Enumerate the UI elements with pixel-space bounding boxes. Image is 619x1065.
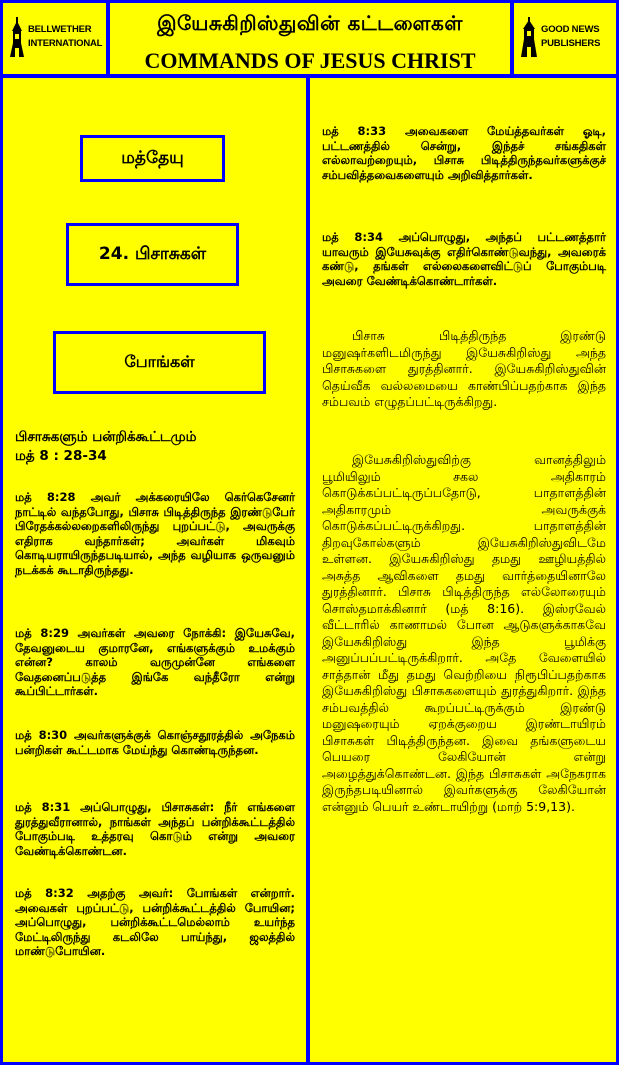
section-title: போங்கள்	[124, 352, 195, 371]
good-news-logo	[520, 17, 600, 57]
right-column	[310, 78, 616, 1062]
verse-paragraph: மத் 8:33 அவைகளை மேய்த்தவர்கள் ஓடி, பட்டணத்தில் சென்று, இந்தச் சங்கதிகள் எல்லாவற்றையும், பிசாசு பிடித்திருந்தவர்களுக்குச் சம்பவித்தவைகளையும் அறிவித்தார்கள்.	[322, 124, 606, 182]
bell-tower-icon	[9, 17, 25, 57]
verse-paragraph: மத் 8:28 அவர் அக்கரையிலே கெர்கெசேனர் நாட்டில் வந்தபோது, பிசாசு பிடித்திருந்த இரண்டுபேர் பிரேதக்கல்லறைகளிலிருந்து புறப்பட்டு, அவருக்கு எதிராக வந்தார்கள்; அவர்கள் மிகவும் கொடியராயிருந்தபடியால், அந்த வழியாக ஒருவனும் நடக்கக் கூடாதிருந்தது.	[15, 490, 295, 577]
passage-heading	[15, 428, 295, 466]
verse-paragraph: மத் 8:30 அவர்களுக்குக் கொஞ்சதூரத்தில் அநேகம் பன்றிகள் கூட்டமாக மேய்ந்து கொண்டிருந்தன.	[15, 728, 295, 757]
title-english: COMMANDS OF JESUS CHRIST	[144, 48, 476, 73]
verse-paragraph: மத் 8:32 அதற்கு அவர்: போங்கள் என்றார். அவைகள் புறப்பட்டு, பன்றிக்கூட்டத்தில் போயின; அப்பொழுது, பன்றிக்கூட்டமெல்லாம் உயர்ந்த மேட்டிலிருந்து கடலிலே பாய்ந்து, ஜலத்தில் மாண்டுபோயின.	[15, 886, 295, 958]
left-column	[3, 78, 306, 1062]
verse-paragraph: மத் 8:34 அப்பொழுது, அந்தப் பட்டணத்தார் யாவரும் இயேசுவுக்கு எதிர்கொண்டுவந்து, அவரைக் கண்டு, தங்கள் எல்லைகளைவிட்டுப் போகும்படி அவரை வேண்டிக்கொண்டார்கள்.	[322, 230, 606, 288]
chapter-title: 24. பிசாசுகள்	[98, 243, 207, 264]
header-left-logo-panel	[3, 3, 106, 74]
passage-reference: மத் 8 : 28-34	[15, 448, 107, 464]
header-right-logo-panel	[514, 3, 616, 74]
section-title-box	[53, 331, 266, 394]
book-tower-icon	[520, 17, 538, 57]
book-title-box	[80, 135, 225, 182]
logo-left-line-1: BELLWETHER	[28, 24, 92, 35]
logo-right-line-1: GOOD NEWS	[541, 24, 600, 35]
verse-paragraph: மத் 8:29 அவர்கள் அவரை நோக்கி: இயேசுவே, தேவனுடைய குமாரனே, எங்களுக்கும் உமக்கும் என்ன? காலம் வருமுன்னே எங்களை வேதனைப்படுத்த இங்கே வந்தீரோ என்று கூப்பிட்டார்கள்.	[15, 626, 295, 698]
logo-left-line-2: INTERNATIONAL	[28, 38, 103, 49]
verse-paragraph: மத் 8:31 அப்பொழுது, பிசாசுகள்: நீர் எங்களை துரத்துவீரானால், நாங்கள் அந்தப் பன்றிக்கூட்டத்தில் போகும்படி உத்தரவு கொடும் என்று அவரை வேண்டிக்கொண்டன.	[15, 800, 295, 858]
bellwether-logo	[9, 17, 102, 57]
commentary-paragraph: இயேசுகிறிஸ்துவிற்கு வானத்திலும் பூமியிலும் சகல அதிகாரம் கொடுக்கப்பட்டிருப்பதோடு, பாதாளத்தின் அதிகாரமும் அவருக்குக் கொடுக்கப்பட்டிருக்கிறது. பாதாளத்தின் திறவுகோல்களும் இயேசுகிறிஸ்துவிடமே உள்ளன. இயேசுகிறிஸ்து தமது ஊழியத்தில் அசுத்த ஆவிகளை தமது வார்த்தையினாலே துரத்தினார். பிசாசு பிடித்திருந்த எல்லோரையும் சொஸ்தமாக்கினார் (மத் 8:16). இஸ்ரவேல் வீட்டாரில் காணாமல் போன ஆடுகளுக்காகவே இயேசுகிறிஸ்து இந்த பூமிக்கு அனுப்பப்பட்டிருக்கிறார். அதே வேளையில் சாத்தான் மீது தமது வெற்றியை நிரூபிப்பதற்காக இயேசுகிறிஸ்து பிசாசுகளையும் துரத்துகிறார். இந்த சம்பவத்தில் கூறப்பட்டிருக்கும் இரண்டு மனுஷரையும் ஏறக்குறைய இரண்டாயிரம் பிசாசுகள் பிடித்திருந்தன. இவை தங்களுடைய பெயரை லேகியோன் என்று அழைத்துக்கொண்டன. இந்த பிசாசுகள் அநேகராக இருந்தபடியினால் இவர்களுக்கு லேகியோன் என்னும் பெயர் உண்டாயிற்று (மாற் 5:9,13).	[322, 452, 606, 814]
passage-title: பிசாசுகளும் பன்றிக்கூட்டமும்	[15, 429, 197, 445]
commentary-paragraph: பிசாசு பிடித்திருந்த இரண்டு மனுஷர்களிடமிருந்து இயேசுகிறிஸ்து அந்த பிசாசுகளை துரத்தினார். இயேசுகிறிஸ்துவின் தெய்வீக வல்லமையை காண்பிப்பதற்காக இந்த சம்பவம் எழுதப்பட்டிருக்கிறது.	[322, 328, 606, 409]
header-title-panel	[110, 3, 510, 74]
logo-right-line-2: PUBLISHERS	[541, 38, 601, 49]
chapter-title-box	[66, 223, 239, 286]
title-tamil: இயேசுகிறிஸ்துவின் கட்டளைகள்	[157, 11, 463, 35]
book-title: மத்தேயு	[121, 147, 184, 168]
